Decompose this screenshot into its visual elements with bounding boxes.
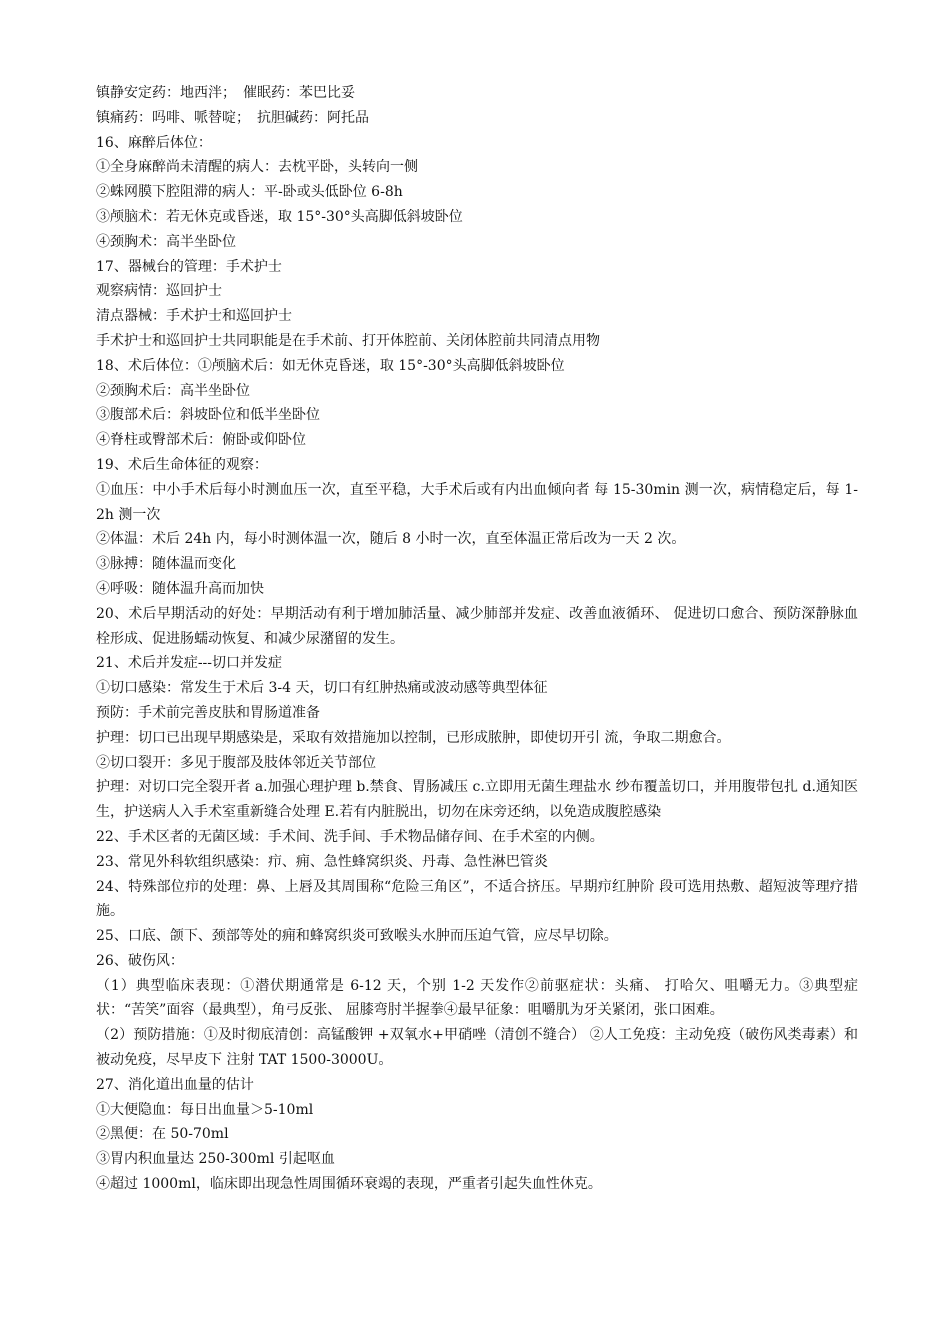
text-line: ③颅脑术：若无休克或昏迷，取 15°-30°头高脚低斜坡卧位 (96, 208, 463, 225)
text-line: 护理：切口已出现早期感染是，采取有效措施加以控制，已形成脓肿，即使切开引 流，争取二期愈合。 (96, 729, 731, 746)
text-line: ②切口裂开：多见于腹部及肢体邻近关节部位 (96, 754, 376, 771)
text-line: ①大便隐血：每日出血量＞5-10ml (96, 1101, 314, 1118)
text-line: ②颈胸术后：高半坐卧位 (96, 382, 250, 399)
section-heading: 19、术后生命体征的观察： (96, 456, 268, 473)
text-line: 镇静安定药：地西泮； 催眠药：苯巴比妥 (96, 85, 355, 101)
section-heading: 24、特殊部位疖的处理：鼻、上唇及其周围称“危险三角区”，不适合挤压。早期疖红肿阶 段可选用热敷、超短波等理疗措施。 (96, 878, 858, 920)
text-line: 清点器械：手术护士和巡回护士 (96, 308, 292, 325)
section-heading: 25、口底、颌下、颈部等处的痈和蜂窝织炎可致喉头水肿而压迫气管，应尽早切除。 (96, 928, 618, 945)
text-line: ④颈胸术：高半坐卧位 (96, 233, 236, 250)
section-heading: 18、术后体位：①颅脑术后：如无休克昏迷，取 15°-30°头高脚低斜坡卧位 (96, 357, 565, 374)
text-line: ③脉搏：随体温而变化 (96, 556, 236, 573)
section-heading: 21、术后并发症---切口并发症 (96, 655, 283, 672)
text-line: 手术护士和巡回护士共同职能是在手术前、打开体腔前、关闭体腔前共同清点用物 (96, 332, 600, 349)
text-line: ④脊柱或臀部术后：俯卧或仰卧位 (96, 432, 306, 449)
text-paragraph: ①血压：中小手术后每小时测血压一次，直至平稳，大手术后或有内出血倾向者 每 15-30min 测一次，病情稳定后，每 1-2h 测一次 (96, 481, 858, 523)
text-line: ④超过 1000ml，临床即出现急性周围循环衰竭的表现，严重者引起失血性休克。 (96, 1176, 602, 1193)
section-heading: 17、器械台的管理：手术护士 (96, 258, 282, 275)
text-paragraph: （1）典型临床表现：①潜伏期通常是 6-12 天，个别 1-2 天发作②前驱症状：头痛、 打哈欠、咀嚼无力。③典型症状：“苦笑”面容（最典型），角弓反张、 屈膝弯肘半握拳④最早征象：咀嚼肌为牙关紧闭，张口困难。 (96, 977, 858, 1019)
text-paragraph: 护理：对切口完全裂开者 a.加强心理护理 b.禁食、胃肠减压 c.立即用无菌生理盐水 纱布覆盖切口，并用腹带包扎 d.通知医生，护送病人入手术室重新缝合处理 E.若有内脏脱出，切勿在床旁还纳，以免造成腹腔感染 (96, 779, 858, 821)
section-heading: 27、消化道出血量的估计 (96, 1076, 254, 1093)
section-heading: 16、麻醉后体位： (96, 134, 212, 151)
text-line: ②蛛网膜下腔阻滞的病人：平-卧或头低卧位 6-8h (96, 184, 403, 201)
section-heading: 23、常见外科软组织感染：疖、痈、急性蜂窝织炎、丹毒、急性淋巴管炎 (96, 853, 548, 870)
text-line: ④呼吸：随体温升高而加快 (96, 580, 264, 597)
text-line: ③胃内积血量达 250-300ml 引起呕血 (96, 1151, 335, 1168)
text-line: ③腹部术后：斜坡卧位和低半坐卧位 (96, 407, 320, 424)
section-heading: 20、术后早期活动的好处：早期活动有利于增加肺活量、减少肺部并发症、改善血液循环、 促进切口愈合、预防深静脉血栓形成、促进肠蠕动恢复、和减少尿潴留的发生。 (96, 605, 858, 647)
section-heading: 26、破伤风： (96, 952, 184, 969)
text-line: 观察病情：巡回护士 (96, 283, 222, 300)
text-line: ②体温：术后 24h 内，每小时测体温一次，随后 8 小时一次，直至体温正常后改为一天 2 次。 (96, 531, 686, 548)
text-line: 镇痛药：吗啡、哌替啶； 抗胆碱药：阿托品 (96, 109, 369, 126)
text-line: ②黑便：在 50-70ml (96, 1126, 229, 1143)
text-paragraph: （2）预防措施：①及时彻底清创：高锰酸钾 +双氧水+甲硝唑（清创不缝合） ②人工免疫：主动免疫（破伤风类毒素）和被动免疫，尽早皮下 注射 TAT 1500-3000U。 (96, 1027, 858, 1069)
document-page (96, 81, 858, 1197)
text-line: ①全身麻醉尚未清醒的病人：去枕平卧，头转向一侧 (96, 159, 418, 176)
section-heading: 22、手术区者的无菌区域：手术间、洗手间、手术物品储存间、在手术室的内侧。 (96, 828, 604, 845)
text-line: 预防：手术前完善皮肤和胃肠道准备 (96, 704, 320, 721)
text-line: ①切口感染：常发生于术后 3-4 天，切口有红肿热痛或波动感等典型体征 (96, 680, 548, 697)
